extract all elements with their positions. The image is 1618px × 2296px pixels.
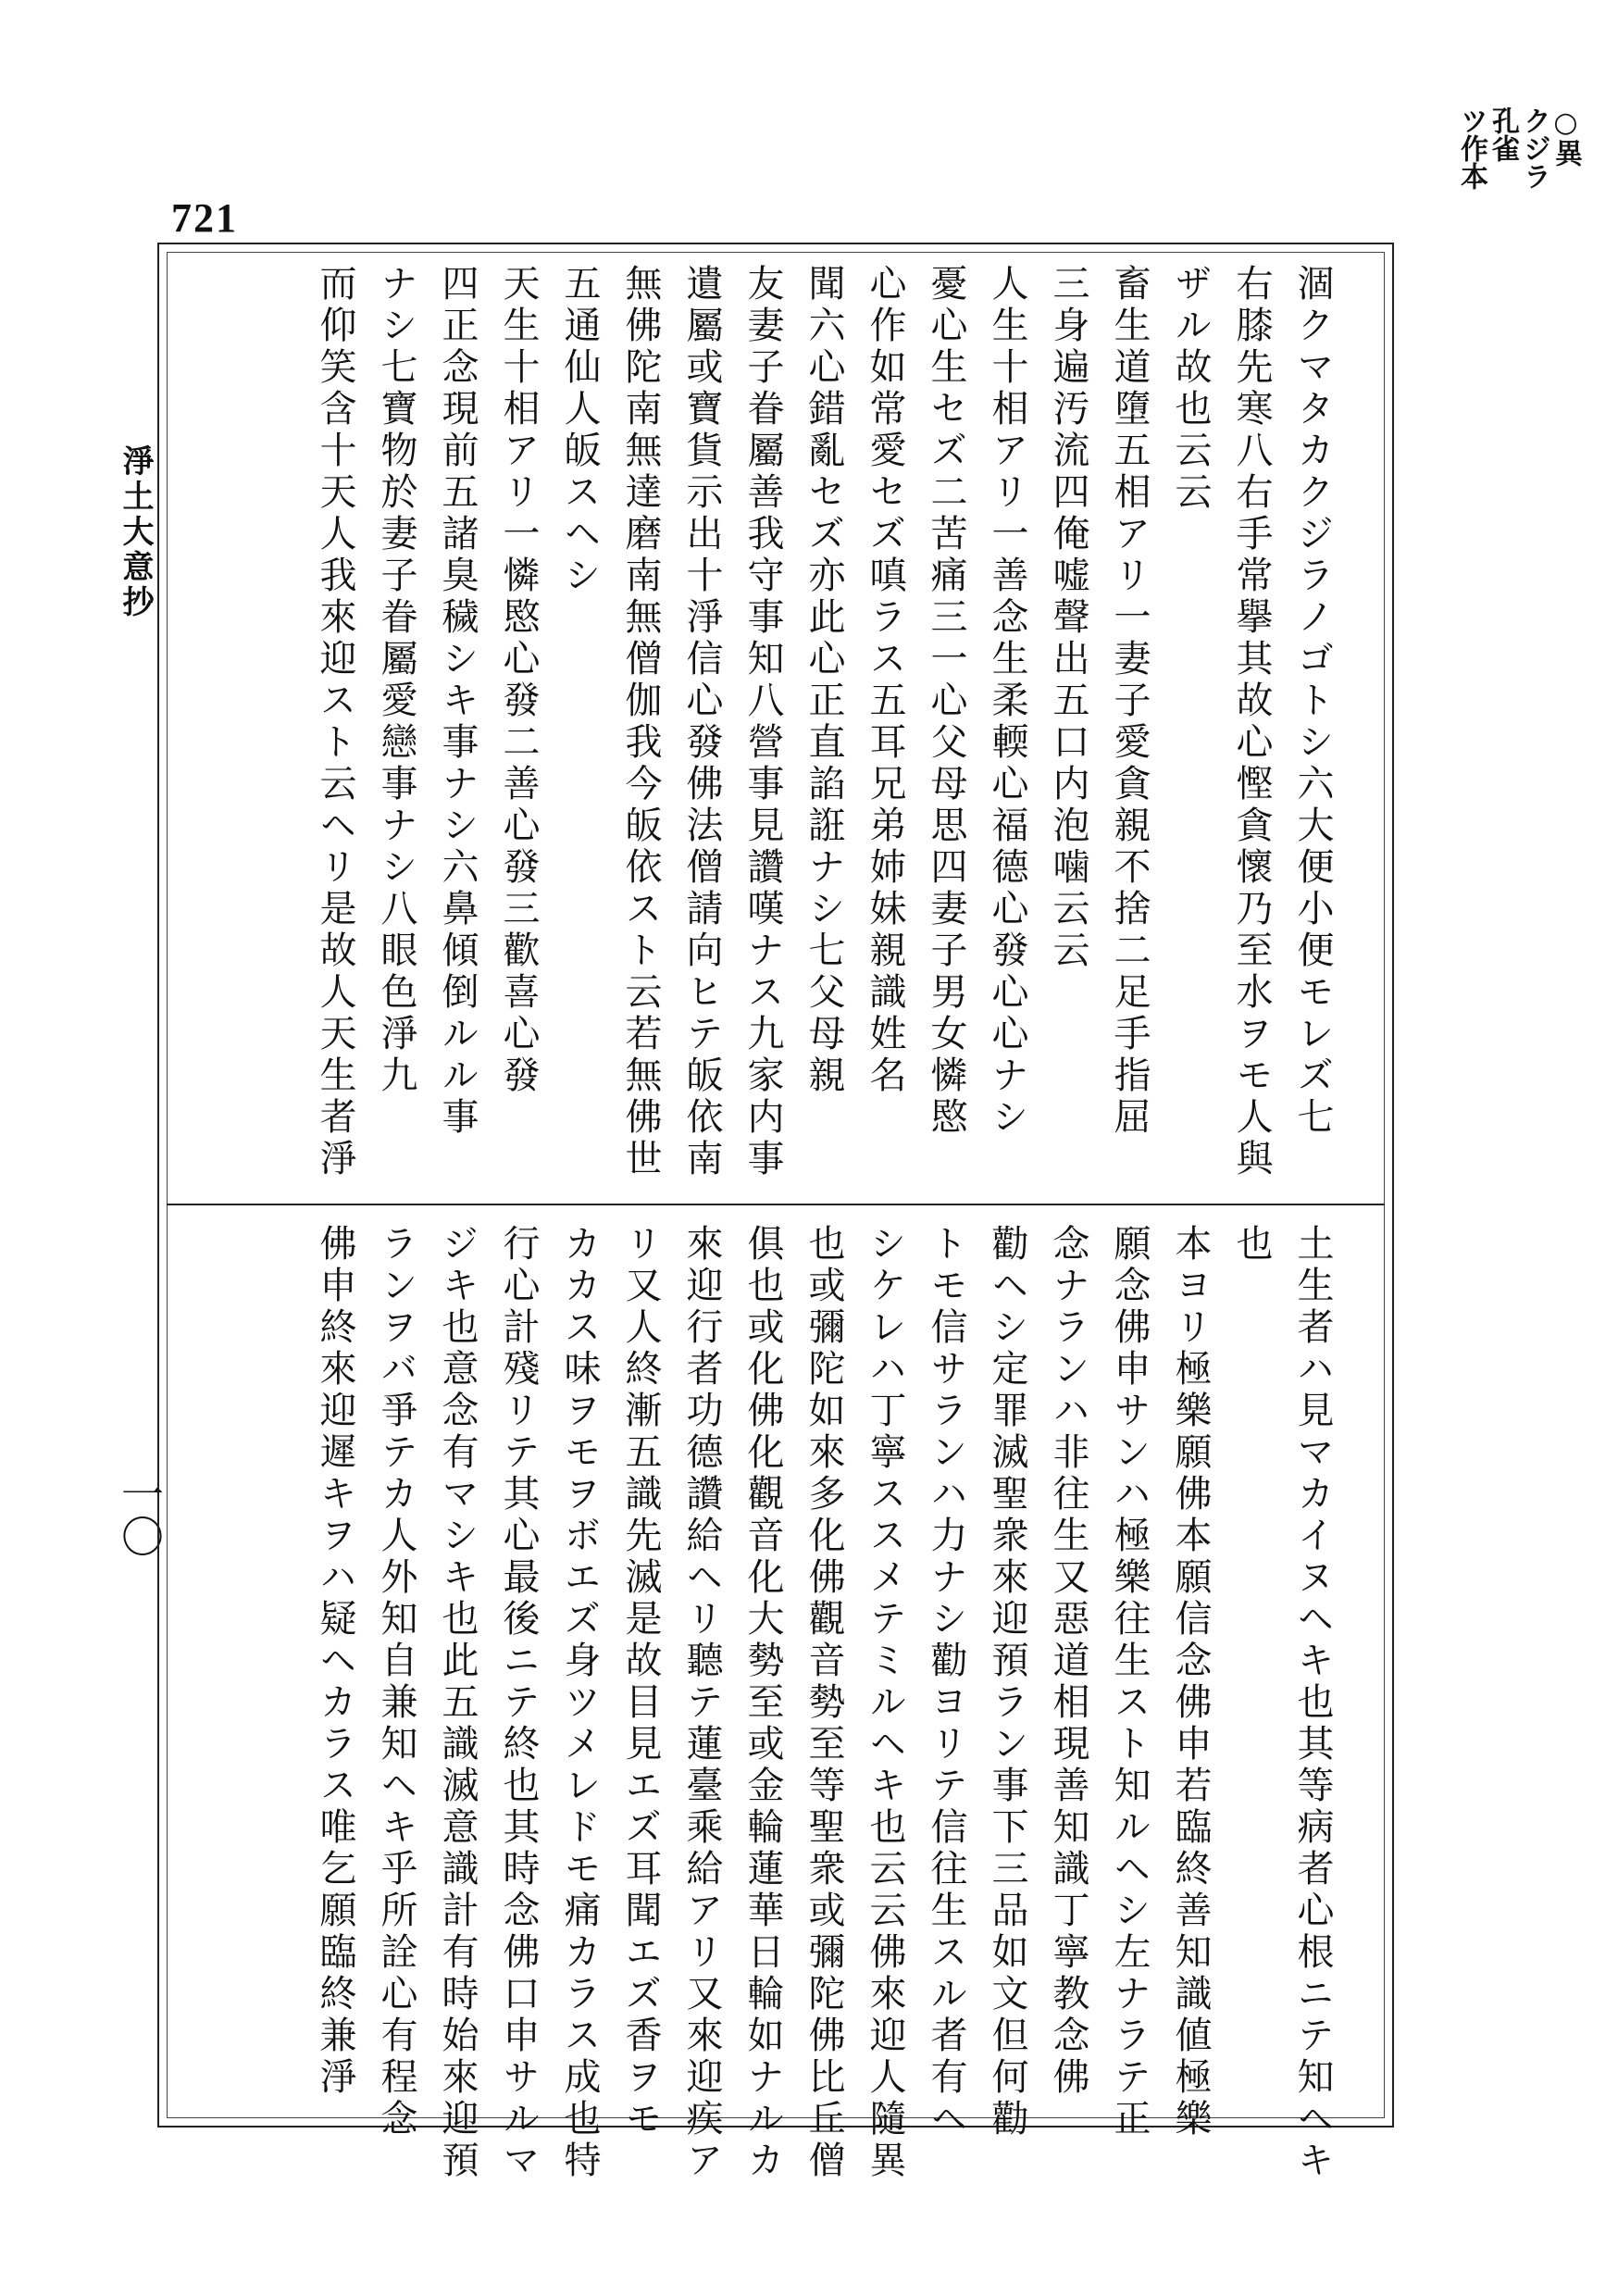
text-column: 也 — [1230, 1224, 1273, 1266]
text-column: 而仰笑含十天人我來迎スト云ヘリ是故人天生者淨 — [314, 264, 356, 1180]
headnote — [1455, 106, 1581, 264]
text-column: 遺屬或寶貨示出十淨信心發佛法僧請向ヒテ皈依南 — [680, 264, 723, 1180]
text-column: 來迎行者功德讚給ヘリ聽テ蓮臺乘給アリ又來迎疾ア — [680, 1224, 723, 2182]
text-column: シケレハ丁寧ススメテミルヘキ也云云佛來迎人隨異 — [864, 1224, 906, 2182]
text-column: 天生十相アリ一憐愍心發二善心發三歡喜心發 — [497, 264, 540, 1097]
text-column: 佛申終來迎遲キヲハ疑ヘカラス唯乞願臨終兼淨 — [314, 1224, 356, 2099]
text-column: ランヲバ爭テカ人外知自兼知ヘキ乎所詮心有程念 — [375, 1224, 417, 2140]
text-column: 俱也或化佛化觀音化大勢至或金輪蓮華日輪如ナルカ — [741, 1224, 784, 2182]
text-column: 三身遍汚流四俺嘘聲出五口内泡噛云云 — [1047, 264, 1089, 972]
book-title: 淨土大意抄 — [117, 444, 154, 620]
text-column: 友妻子眷屬善我守事知八營事見讚嘆ナス九家内事 — [741, 264, 784, 1180]
text-column: カカス味ヲモヲボエズ身ツメレドモ痛カラス成也特 — [558, 1224, 601, 2182]
text-column: 五通仙人皈スヘシ — [558, 264, 601, 597]
text-column: 四正念現前五諸臭穢シキ事ナシ六鼻傾倒ルル事 — [436, 264, 479, 1139]
headnote-line: クジラ — [1518, 106, 1550, 190]
headnote-line: 孔雀 — [1487, 106, 1519, 162]
lower-text-block — [199, 1224, 1343, 2182]
text-column: 右膝先寒八右手常擧其故心慳貪懷乃至水ヲモ人與 — [1230, 264, 1273, 1180]
text-column: ザル故也云云 — [1169, 264, 1212, 514]
text-column: トモ信サランハ力ナシ勸ヨリテ信往生スル者有ヘ — [925, 1224, 967, 2140]
text-column: 聞六心錯亂セズ亦此心正直諂誑ナシ七父母親 — [803, 264, 845, 1097]
text-column: 也或彌陀如來多化佛觀音勢至等聖衆或彌陀佛比丘僧 — [803, 1224, 845, 2182]
text-column: リ又人終漸五識先滅是故目見エズ耳聞エズ香ヲモ — [619, 1224, 662, 2140]
block-divider — [167, 1204, 1385, 1205]
upper-text-block — [199, 264, 1343, 1180]
text-column: 願念佛申サンハ極樂往生スト知ルヘシ左ナラテ正 — [1108, 1224, 1151, 2140]
text-column: 念ナランハ非往生又惡道相現善知識丁寧教念佛 — [1047, 1224, 1089, 2099]
text-column: 涸クマタカクジラノゴトシ六大便小便モレズ七 — [1291, 264, 1334, 1139]
headnote-line: ツ作本 — [1455, 106, 1487, 190]
page-number: 721 — [171, 195, 238, 241]
text-column: 人生十相アリ一善念生柔輭心福德心發心心ナシ — [986, 264, 1028, 1139]
text-column: 土生者ハ見マカイヌヘキ也其等病者心根ニテ知ヘキ — [1291, 1224, 1334, 2182]
text-column: 憂心生セズ二苦痛三一心父母思四妻子男女憐愍 — [925, 264, 967, 1139]
text-column: 行心計殘リテ其心最後ニテ終也其時念佛口申サルマ — [497, 1224, 540, 2182]
text-column: 心作如常愛セズ嗔ラス五耳兄弟姉妹親識姓名 — [864, 264, 906, 1097]
text-column: 勸ヘシ定罪滅聖衆來迎預ラン事下三品如文但何勸 — [986, 1224, 1028, 2140]
text-column: 無佛陀南無達磨南無僧伽我今皈依スト云若無佛世 — [619, 264, 662, 1180]
text-column: 本ヨリ極樂願佛本願信念佛申若臨終善知識値極樂 — [1169, 1224, 1212, 2140]
text-column: ジキ也意念有マシキ也此五識滅意識計有時始來迎預 — [436, 1224, 479, 2182]
headnote-line: ○異 — [1550, 106, 1582, 167]
text-column: ナシ七寶物於妻子眷屬愛戀事ナシ八眼色淨九 — [375, 264, 417, 1097]
folio-number: 一〇 — [115, 1472, 165, 1557]
text-column: 畜生道墮五相アリ一妻子愛貪親不捨二足手指屈 — [1108, 264, 1151, 1139]
